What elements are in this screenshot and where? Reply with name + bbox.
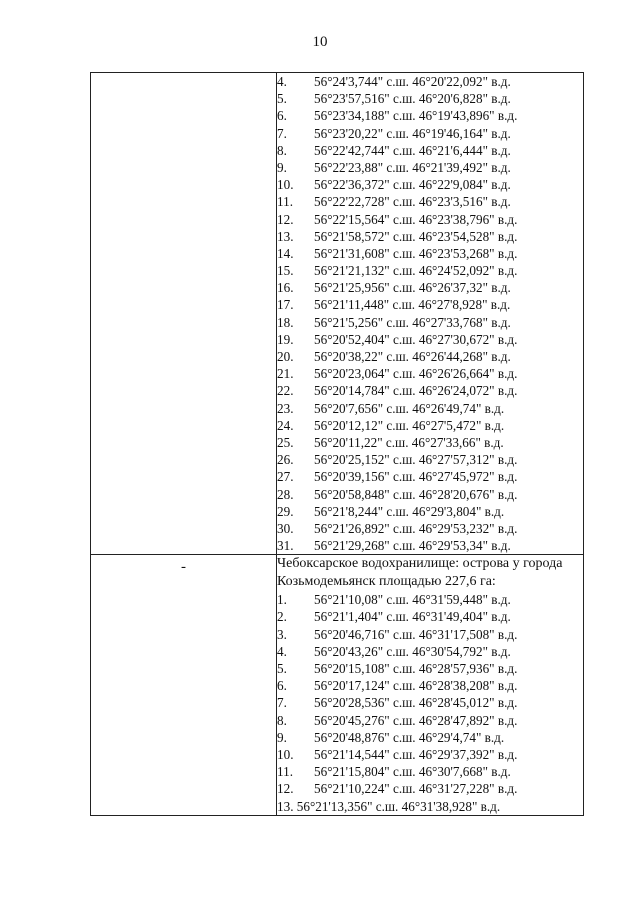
point-number: 25. bbox=[277, 434, 294, 450]
point-coordinates: 56°21'31,608" с.ш. 46°23'53,268" в.д. bbox=[314, 245, 518, 261]
point-number: 10. bbox=[277, 746, 294, 762]
point-coordinates: 56°21'29,268" с.ш. 46°29'53,34" в.д. bbox=[314, 538, 511, 554]
point-number: 6. bbox=[277, 678, 287, 694]
left-cell bbox=[91, 73, 277, 555]
point-coordinates: 56°21'1,404" с.ш. 46°31'49,404" в.д. bbox=[314, 609, 511, 625]
coordinate-row bbox=[277, 176, 583, 193]
coordinates-table bbox=[90, 72, 584, 816]
point-number: 4. bbox=[277, 643, 287, 659]
point-number: 29. bbox=[277, 503, 294, 519]
coordinate-row bbox=[277, 262, 583, 279]
coordinate-row bbox=[277, 520, 583, 537]
section-title: Чебоксарское водохранилище: острова у города Козьмодемьянск площадью 227,6 га: bbox=[277, 556, 563, 590]
coordinate-row bbox=[277, 279, 583, 296]
point-number: 16. bbox=[277, 280, 294, 296]
point-number: 5. bbox=[277, 91, 287, 107]
point-coordinates: 56°21'14,544" с.ш. 46°29'37,392" в.д. bbox=[314, 746, 518, 762]
point-coordinates: 56°21'8,244" с.ш. 46°29'3,804" в.д. bbox=[314, 503, 505, 519]
point-number: 7. bbox=[277, 695, 287, 711]
point-number: 10. bbox=[277, 177, 294, 193]
point-coordinates: 56°20'25,152" с.ш. 46°27'57,312" в.д. bbox=[314, 452, 518, 468]
coordinate-row bbox=[277, 211, 583, 228]
coordinate-row bbox=[277, 694, 583, 711]
point-number: 11. bbox=[277, 764, 293, 780]
point-number: 9. bbox=[277, 729, 287, 745]
point-coordinates: 56°20'23,064" с.ш. 46°26'26,664" в.д. bbox=[314, 366, 518, 382]
point-number: 15. bbox=[277, 263, 294, 279]
coordinate-row bbox=[277, 314, 583, 331]
point-number: 6. bbox=[277, 108, 287, 124]
point-number: 14. bbox=[277, 245, 294, 261]
point-number: 3. bbox=[277, 626, 287, 642]
point-coordinates: 56°21'5,256" с.ш. 46°27'33,768" в.д. bbox=[314, 314, 511, 330]
coordinate-row bbox=[277, 468, 583, 485]
coordinate-row bbox=[277, 503, 583, 520]
coordinate-row bbox=[277, 729, 583, 746]
coordinate-row bbox=[277, 417, 583, 434]
table-row bbox=[91, 73, 584, 555]
point-coordinates: 56°20'58,848" с.ш. 46°28'20,676" в.д. bbox=[314, 486, 518, 502]
point-number: 24. bbox=[277, 417, 294, 433]
coordinate-row bbox=[277, 451, 583, 468]
point-coordinates: 56°20'52,404" с.ш. 46°27'30,672" в.д. bbox=[314, 331, 518, 347]
point-coordinates: 56°20'12,12" с.ш. 46°27'5,472" в.д. bbox=[314, 417, 505, 433]
point-number: 8. bbox=[277, 142, 287, 158]
coordinate-row bbox=[277, 296, 583, 313]
point-coordinates: 56°22'42,744" с.ш. 46°21'6,444" в.д. bbox=[314, 142, 511, 158]
coordinate-row bbox=[277, 90, 583, 107]
point-number: 20. bbox=[277, 349, 294, 364]
coordinate-row bbox=[277, 331, 583, 348]
point-coordinates: 56°24'3,744" с.ш. 46°20'22,092" в.д. bbox=[314, 74, 511, 89]
coordinate-row bbox=[277, 537, 583, 554]
point-coordinates: 56°20'39,156" с.ш. 46°27'45,972" в.д. bbox=[314, 469, 518, 485]
point-coordinates: 56°23'20,22" с.ш. 46°19'46,164" в.д. bbox=[314, 125, 511, 141]
point-number: 21. bbox=[277, 366, 294, 382]
point-coordinates: 56°20'14,784" с.ш. 46°26'24,072" в.д. bbox=[314, 383, 518, 399]
coordinate-row bbox=[277, 746, 583, 763]
coordinate-row bbox=[277, 486, 583, 503]
coordinate-row bbox=[277, 73, 583, 90]
point-coordinates: 56°21'11,448" с.ш. 46°27'8,928" в.д. bbox=[314, 297, 511, 313]
point-coordinates: 56°22'23,88" с.ш. 46°21'39,492" в.д. bbox=[314, 159, 511, 175]
point-coordinates: 56°20'48,876" с.ш. 46°29'4,74" в.д. bbox=[314, 729, 505, 745]
coordinate-row bbox=[277, 193, 583, 210]
point-number: 17. bbox=[277, 297, 294, 313]
point-number: 11. bbox=[277, 194, 293, 210]
coordinate-list bbox=[277, 73, 583, 554]
point-coordinates: 56°22'15,564" с.ш. 46°23'38,796" в.д. bbox=[314, 211, 518, 227]
point-coordinates: 56°21'15,804" с.ш. 46°30'7,668" в.д. bbox=[314, 764, 511, 780]
point-coordinates: 56°20'11,22" с.ш. 46°27'33,66" в.д. bbox=[314, 434, 504, 450]
point-number: 2. bbox=[277, 609, 287, 625]
coordinate-row bbox=[277, 626, 583, 643]
coordinate-list bbox=[277, 591, 583, 797]
point-number: 7. bbox=[277, 125, 287, 141]
point-number: 8. bbox=[277, 712, 287, 728]
coordinate-row bbox=[277, 677, 583, 694]
point-coordinates: 56°21'10,08" с.ш. 46°31'59,448" в.д. bbox=[314, 592, 511, 608]
point-coordinates: 56°20'45,276" с.ш. 46°28'47,892" в.д. bbox=[314, 712, 518, 728]
coordinate-row bbox=[277, 434, 583, 451]
point-number: 26. bbox=[277, 452, 294, 468]
point-coordinates: 56°21'25,956" с.ш. 46°26'37,32" в.д. bbox=[314, 280, 511, 296]
coordinate-row bbox=[277, 643, 583, 660]
coordinate-row bbox=[277, 608, 583, 625]
point-number: 28. bbox=[277, 486, 294, 502]
point-coordinates: 56°20'15,108" с.ш. 46°28'57,936" в.д. bbox=[314, 661, 518, 676]
point-coordinates: 56°22'36,372" с.ш. 46°22'9,084" в.д. bbox=[314, 177, 511, 193]
coordinate-row bbox=[277, 780, 583, 797]
coordinate-row bbox=[277, 125, 583, 142]
point-number: 23. bbox=[277, 400, 294, 416]
point-number: 5. bbox=[277, 661, 287, 676]
point-number: 22. bbox=[277, 383, 294, 399]
point-number: 31. bbox=[277, 538, 294, 554]
page-number: 10 bbox=[312, 34, 328, 50]
point-number: 30. bbox=[277, 520, 294, 536]
point-coordinates: 56°20'46,716" с.ш. 46°31'17,508" в.д. bbox=[314, 626, 518, 642]
point-coordinates: 56°20'17,124" с.ш. 46°28'38,208" в.д. bbox=[314, 678, 518, 694]
left-cell bbox=[91, 555, 277, 815]
coordinate-last: 13. 56°21'13,356" с.ш. 46°31'38,928" в.д. bbox=[277, 798, 501, 814]
point-number: 12. bbox=[277, 781, 294, 797]
coordinate-row bbox=[277, 763, 583, 780]
point-number: 13. bbox=[277, 228, 294, 244]
point-number: 27. bbox=[277, 469, 294, 485]
coordinate-row bbox=[277, 382, 583, 399]
coordinate-row bbox=[277, 591, 583, 608]
coordinate-row bbox=[277, 107, 583, 124]
coordinate-row bbox=[277, 348, 583, 365]
coordinate-row bbox=[277, 712, 583, 729]
point-coordinates: 56°21'10,224" с.ш. 46°31'27,228" в.д. bbox=[314, 781, 518, 797]
point-coordinates: 56°22'22,728" с.ш. 46°23'3,516" в.д. bbox=[314, 194, 511, 210]
coordinate-row bbox=[277, 228, 583, 245]
point-number: 19. bbox=[277, 331, 294, 347]
point-coordinates: 56°21'58,572" с.ш. 46°23'54,528" в.д. bbox=[314, 228, 518, 244]
table-row bbox=[91, 555, 584, 815]
point-coordinates: 56°23'34,188" с.ш. 46°19'43,896" в.д. bbox=[314, 108, 518, 124]
coordinate-row bbox=[277, 142, 583, 159]
coordinate-row bbox=[277, 245, 583, 262]
coordinate-row bbox=[277, 365, 583, 382]
point-number: 1. bbox=[277, 592, 287, 608]
point-coordinates: 56°23'57,516" с.ш. 46°20'6,828" в.д. bbox=[314, 91, 511, 107]
left-cell-dash: - bbox=[181, 559, 186, 576]
point-number: 9. bbox=[277, 159, 287, 175]
point-number: 4. bbox=[277, 74, 287, 89]
point-coordinates: 56°20'7,656" с.ш. 46°26'49,74" в.д. bbox=[314, 400, 505, 416]
point-coordinates: 56°20'38,22" с.ш. 46°26'44,268" в.д. bbox=[314, 349, 511, 364]
point-coordinates: 56°21'26,892" с.ш. 46°29'53,232" в.д. bbox=[314, 520, 518, 536]
point-coordinates: 56°20'28,536" с.ш. 46°28'45,012" в.д. bbox=[314, 695, 518, 711]
point-number: 12. bbox=[277, 211, 294, 227]
point-number: 18. bbox=[277, 314, 294, 330]
point-coordinates: 56°20'43,26" с.ш. 46°30'54,792" в.д. bbox=[314, 643, 511, 659]
coordinates-cell bbox=[277, 73, 584, 555]
coordinates-cell bbox=[277, 555, 584, 815]
coordinate-row bbox=[277, 159, 583, 176]
point-coordinates: 56°21'21,132" с.ш. 46°24'52,092" в.д. bbox=[314, 263, 518, 279]
coordinate-row bbox=[277, 660, 583, 677]
coordinate-row bbox=[277, 400, 583, 417]
